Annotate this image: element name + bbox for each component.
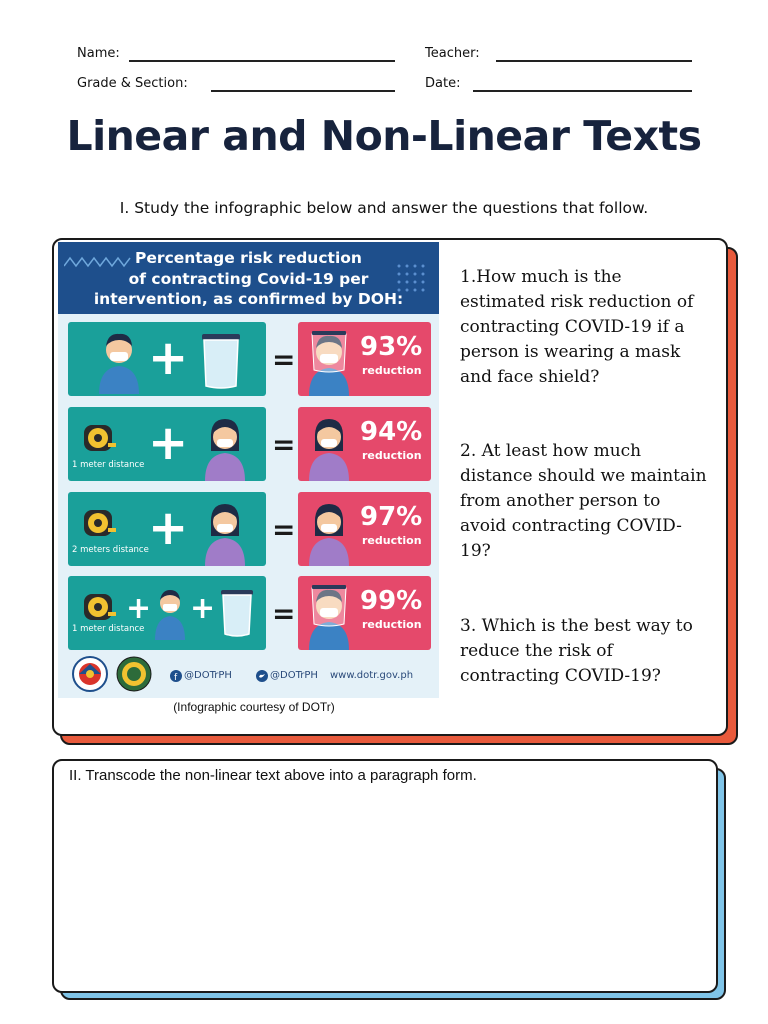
equals-icon: = [272, 513, 296, 546]
result-panel-93 [298, 322, 431, 396]
intervention-panel-2-meters [68, 492, 266, 566]
equals-icon: = [272, 597, 296, 630]
masked-woman-icon [304, 411, 354, 481]
twitter-icon [256, 670, 268, 682]
question-1: 1.How much is the estimated risk reduction of contracting COVID-19 if a person is wearing a mask and face shield? [460, 267, 694, 387]
distance-label: 1 meter distance [72, 460, 145, 470]
result-panel-97 [298, 492, 431, 566]
date-label: Date: [425, 76, 461, 91]
masked-man-shield-icon [304, 326, 354, 396]
reduction-label: reduction [362, 449, 422, 462]
masked-man-shield-icon [304, 580, 354, 650]
intervention-panel-combined [68, 576, 266, 650]
infographic [58, 242, 439, 698]
distance-label: 1 meter distance [72, 624, 145, 634]
government-seal-icon [116, 656, 152, 692]
masked-man-icon [94, 328, 144, 394]
intervention-panel-1-meter [68, 407, 266, 481]
grade-section-label: Grade & Section: [77, 76, 188, 91]
website-link: www.dotr.gov.ph [330, 670, 414, 681]
tape-measure-icon [82, 590, 116, 624]
name-field[interactable] [129, 60, 395, 62]
tape-measure-icon [82, 506, 116, 540]
grade-section-field[interactable] [211, 90, 395, 92]
instruction-part-2: II. Transcode the non-linear text above into a paragraph form. [69, 767, 477, 784]
masked-man-icon [152, 584, 188, 640]
teacher-label: Teacher: [425, 46, 480, 61]
svg-text:f: f [174, 673, 178, 682]
plus-icon: + [148, 500, 189, 556]
reduction-label: reduction [362, 618, 422, 631]
masked-woman-icon [200, 498, 250, 566]
facebook-handle: @DOTrPH [184, 670, 232, 681]
answer-card[interactable] [52, 759, 718, 993]
facebook-icon [170, 670, 182, 682]
result-panel-94 [298, 407, 431, 481]
twitter-handle: @DOTrPH [270, 670, 318, 681]
page-title: Linear and Non-Linear Texts [66, 112, 702, 160]
plus-icon: + [148, 415, 189, 471]
equals-icon: = [272, 343, 296, 376]
plus-icon: + [126, 591, 152, 626]
infographic-credit: (Infographic courtesy of DOTr) [173, 700, 335, 714]
percent-value: 97% [360, 502, 423, 532]
distance-label: 2 meters distance [72, 545, 149, 555]
face-shield-icon [218, 588, 256, 638]
masked-woman-icon [200, 413, 250, 481]
tape-measure-icon [82, 421, 116, 455]
equals-icon: = [272, 428, 296, 461]
percent-value: 93% [360, 332, 423, 362]
masked-woman-icon [304, 496, 354, 566]
result-panel-99 [298, 576, 431, 650]
teacher-field[interactable] [496, 60, 692, 62]
percent-value: 94% [360, 417, 423, 447]
dotr-seal-icon [72, 656, 108, 692]
face-shield-icon [198, 332, 244, 390]
reduction-label: reduction [362, 364, 422, 377]
question-2: 2. At least how much distance should we maintain from another person to avoid contracting COVID-19? [460, 441, 707, 561]
infographic-title: Percentage risk reduction of contracting Covid-19 per intervention, as confirmed by DOH: [93, 249, 404, 308]
instruction-part-1: I. Study the infographic below and answer the questions that follow. [119, 199, 649, 217]
date-field[interactable] [473, 90, 692, 92]
name-label: Name: [77, 46, 120, 61]
question-3: 3. Which is the best way to reduce the risk of contracting COVID-19? [460, 616, 693, 686]
reduction-label: reduction [362, 534, 422, 547]
percent-value: 99% [360, 586, 423, 616]
intervention-panel-mask-shield [68, 322, 266, 396]
plus-icon: + [148, 330, 189, 386]
plus-icon: + [190, 591, 216, 626]
